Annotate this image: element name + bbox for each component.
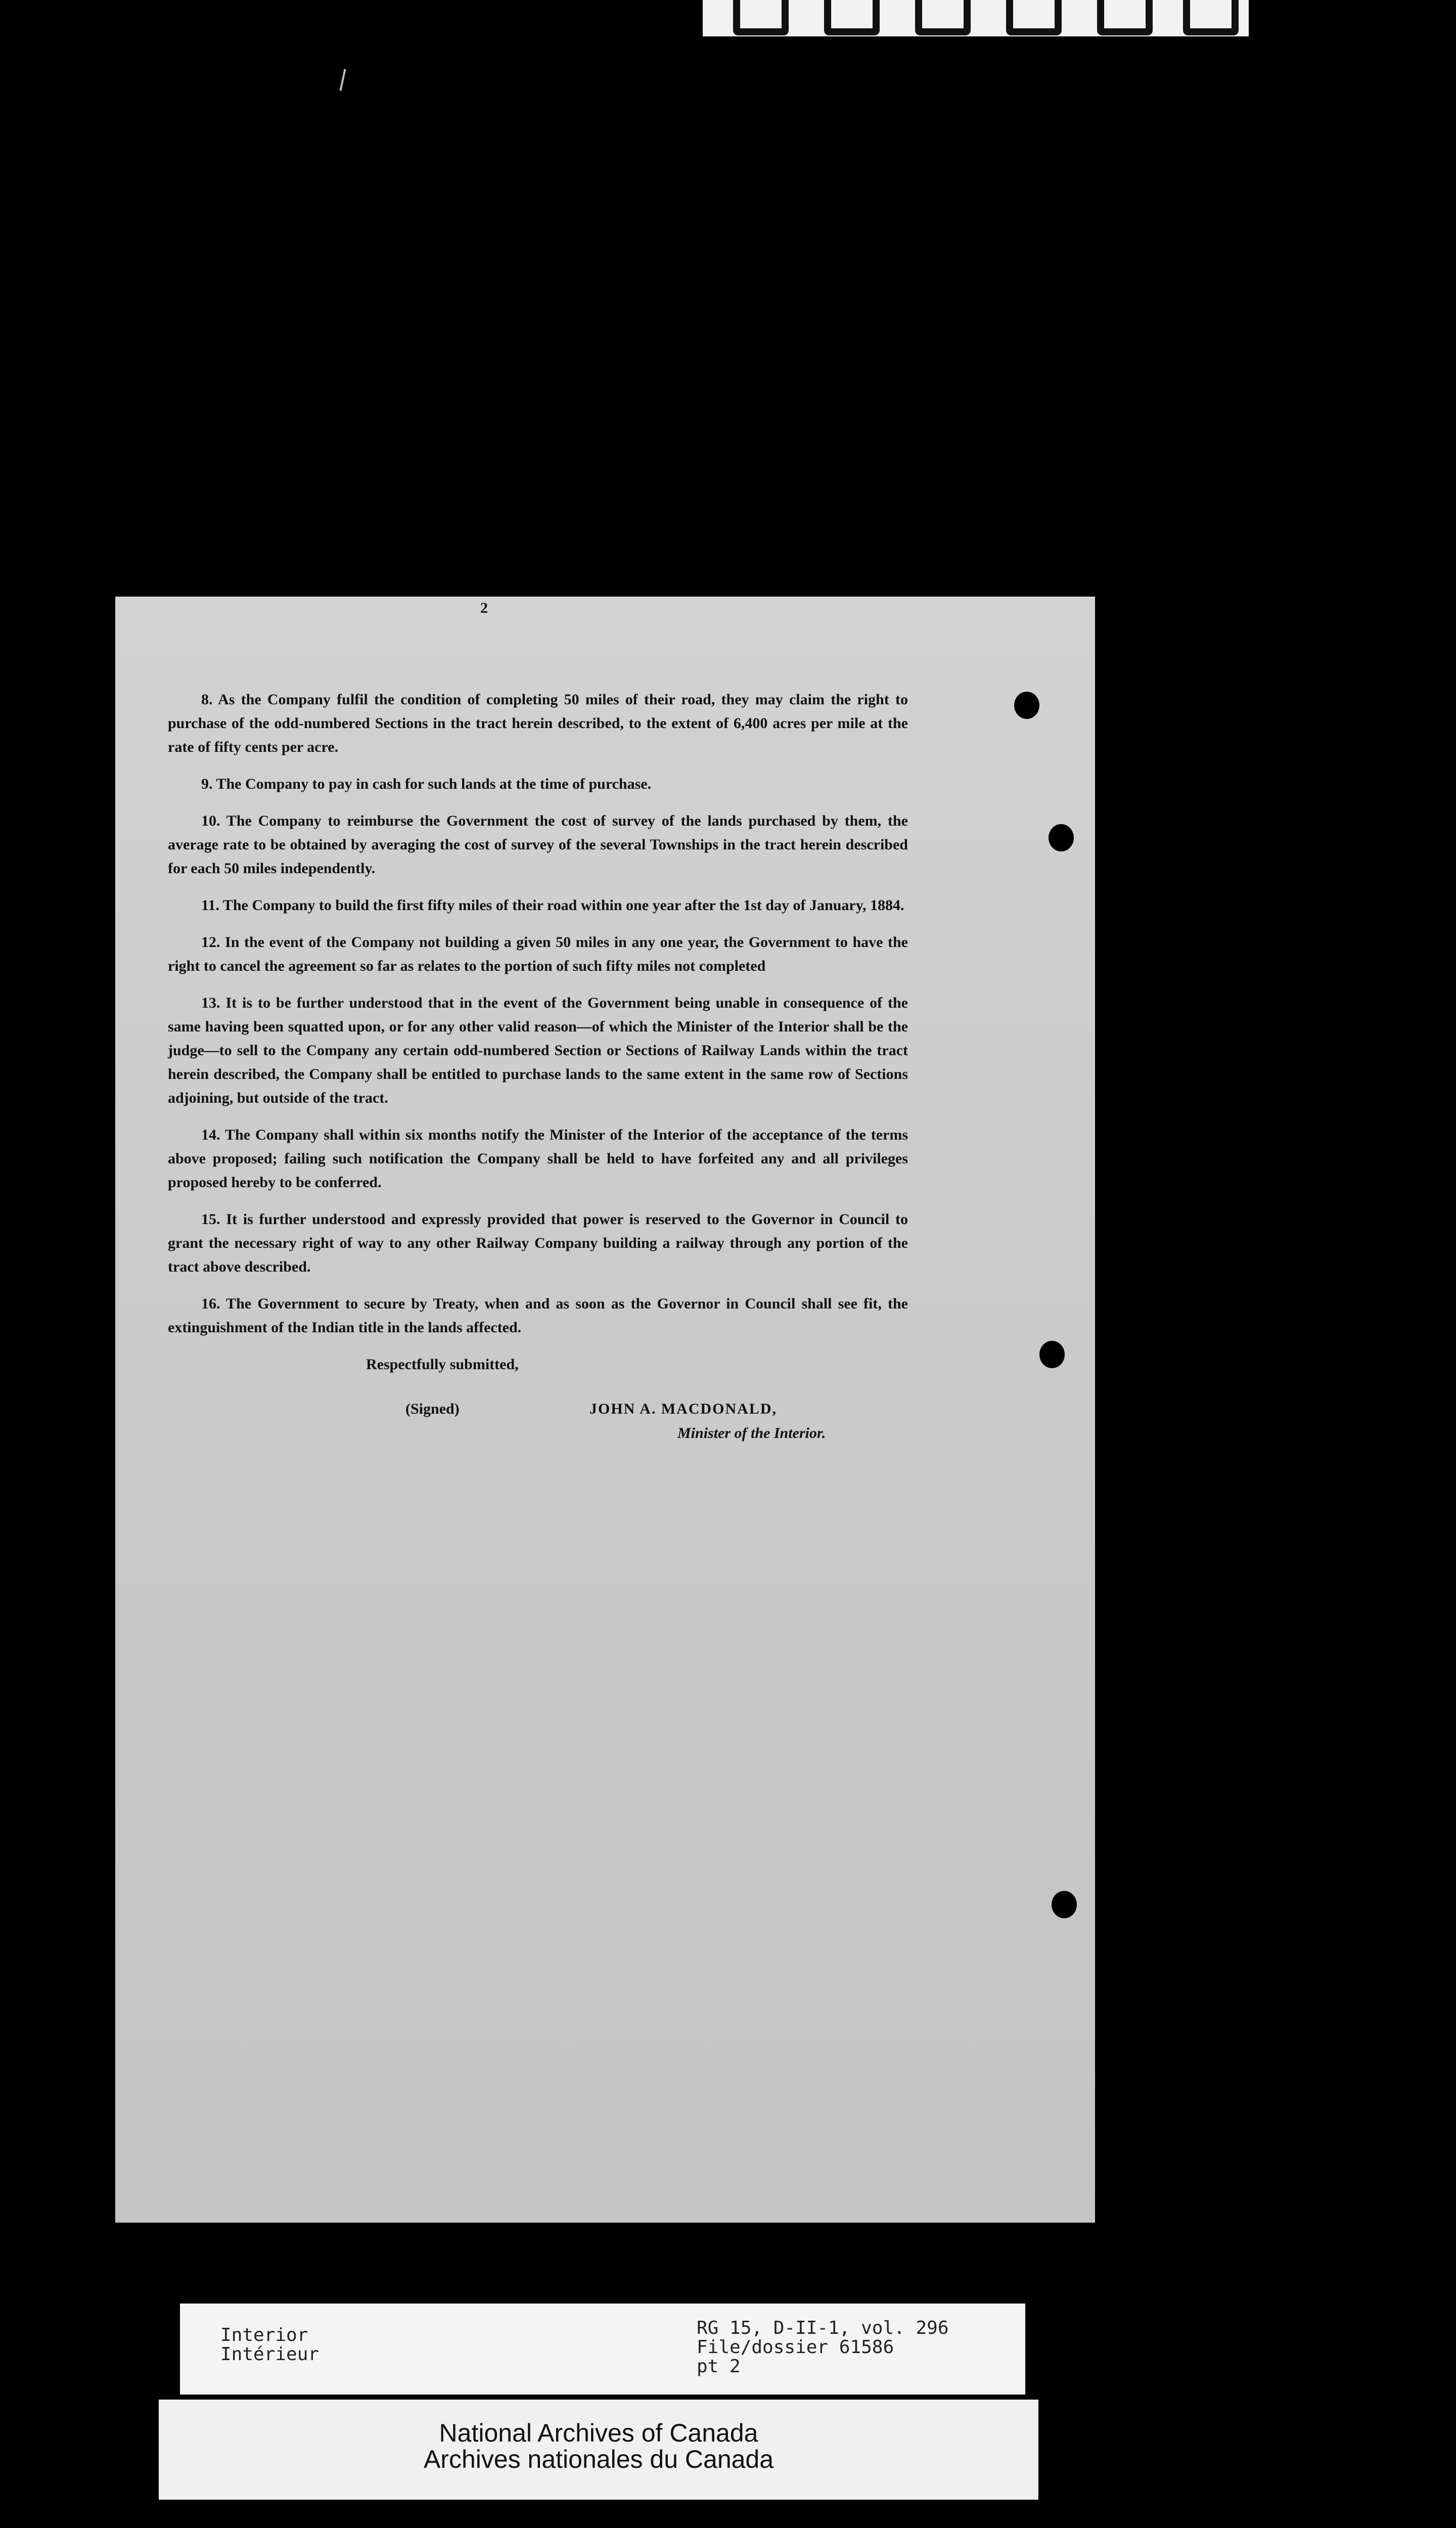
paragraph-15: 15. It is further understood and expressly provided that power is reserved to the Governor in Council to grant the necessary right of way to any other Railway Company building a railway through any portion of the tract above described.: [168, 1211, 908, 1275]
frame-mark: [1183, 0, 1239, 35]
closing-phrase: Respectfully submitted,: [366, 1356, 519, 1373]
scan-artifact: [339, 69, 346, 91]
file-number: File/dossier 61586: [697, 2337, 894, 2358]
archive-label: [159, 2400, 1038, 2500]
document-page: [115, 597, 1095, 2223]
record-group: RG 15, D-II-1, vol. 296: [697, 2318, 949, 2338]
paragraph-9: 9. The Company to pay in cash for such lands at the time of purchase.: [201, 776, 652, 792]
paragraph-14: 14. The Company shall within six months notify the Minister of the Interior of the acceptance of the terms above proposed; failing such notification the Company shall be held to have forfeited any and all privileges proposed hereby to be conferred.: [168, 1126, 908, 1191]
punch-hole: [1049, 824, 1074, 851]
signer-name: JOHN A. MACDONALD,: [589, 1401, 777, 1417]
frame-mark: [733, 0, 789, 35]
department-fr: Intérieur: [220, 2344, 320, 2365]
paragraph-11: 11. The Company to build the first fifty miles of their road within one year after the 1st day of January, 1884.: [201, 897, 904, 914]
frame-mark: [1097, 0, 1153, 35]
signature-block: [168, 1352, 908, 1454]
film-frame-strip: [703, 0, 1249, 36]
signer-title: Minister of the Interior.: [677, 1425, 826, 1441]
document-body: [168, 688, 908, 1454]
reference-column: [697, 2319, 949, 2376]
archive-name-fr: Archives nationales du Canada: [423, 2445, 774, 2473]
punch-hole: [1014, 692, 1039, 719]
paragraph-10: 10. The Company to reimburse the Government the cost of survey of the lands purchased by them, the average rate to be obtained by averaging the cost of survey of the several Townships in the tract herein described for each 50 miles independently.: [168, 812, 908, 877]
frame-mark: [1006, 0, 1062, 35]
paragraph-8: 8. As the Company fulfil the condition of completing 50 miles of their road, they may claim the right to purchase of the odd-numbered Sections in the tract herein described, to the extent of 6,400 acres per mile at the rate of fifty cents per acre.: [168, 691, 908, 755]
paragraph-13: 13. It is to be further understood that in the event of the Government being unable in consequence of the same having been squatted upon, or for any other valid reason—of which the Minister of the Interior shall be the judge—to sell to the Company any certain odd-numbered Section or Sections of Railway Lands within the tract herein described, the Company shall be entitled to purchase lands to the same extent in the same row of Sections adjoining, but outside of the tract.: [168, 995, 908, 1106]
signed-mark: (Signed): [405, 1401, 460, 1417]
paragraph-12: 12. In the event of the Company not building a given 50 miles in any one year, the Government to have the right to cancel the agreement so far as relates to the portion of such fifty miles not completed: [168, 934, 908, 974]
paragraph-16: 16. The Government to secure by Treaty, when and as soon as the Governor in Council shall see fit, the extinguishment of the Indian title in the lands affected.: [168, 1295, 908, 1336]
page-number: 2: [480, 600, 488, 616]
department-column: [220, 2326, 319, 2364]
frame-mark: [824, 0, 880, 35]
reference-label: [180, 2304, 1025, 2395]
frame-mark: [915, 0, 971, 35]
archive-name-en: National Archives of Canada: [439, 2419, 758, 2447]
punch-hole: [1039, 1341, 1065, 1368]
punch-hole: [1052, 1891, 1077, 1918]
department-en: Interior: [220, 2325, 308, 2345]
part-number: pt 2: [697, 2356, 741, 2377]
